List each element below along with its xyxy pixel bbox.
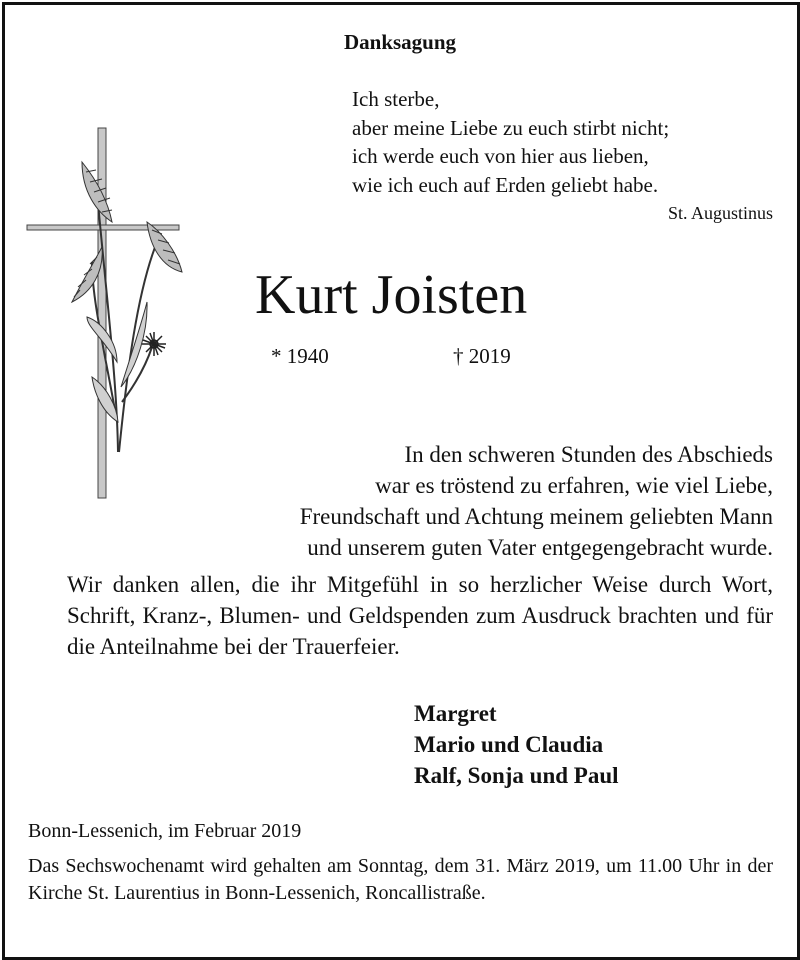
gratitude-paragraph xyxy=(300,439,773,563)
poem-line: wie ich euch auf Erden geliebt habe. xyxy=(352,172,659,197)
family-member: Ralf, Sonja und Paul xyxy=(414,763,619,788)
family-member: Margret xyxy=(414,701,497,726)
poem xyxy=(352,85,669,199)
heading: Danksagung xyxy=(343,30,457,54)
family-signatures xyxy=(414,698,619,791)
poem-line: ich werde euch von hier aus lieben, xyxy=(352,144,649,168)
thanks-paragraph: Wir danken allen, die ihr Mitgefühl in so herzlicher Weise durch Wort, Schrift, Kranz-, Blumen- und Geldspenden zum Ausdruck brachten und für die Anteilnahme bei der Trauerfeier. xyxy=(67,572,773,659)
family-member: Mario und Claudia xyxy=(414,732,604,757)
cross-with-wheat-and-cornflower-icon xyxy=(22,122,187,502)
service-notice: Das Sechswochenamt wird gehalten am Sonntag, dem 31. März 2019, um 11.00 Uhr in der Kirche St. Laurentius in Bonn-Lessenich, Roncallistraße. xyxy=(28,855,773,904)
gratitude-line: Freundschaft und Achtung meinem geliebten Mann xyxy=(299,504,773,529)
place-date: Bonn-Lessenich, im Februar 2019 xyxy=(28,820,302,842)
poem-author: St. Augustinus xyxy=(667,203,773,223)
birth-year: * 1940 xyxy=(271,344,329,368)
deceased-name: Kurt Joisten xyxy=(255,264,528,326)
gratitude-line: war es tröstend zu erfahren, wie viel Liebe, xyxy=(375,473,773,498)
gratitude-line: und unserem guten Vater entgegengebracht wurde. xyxy=(307,535,773,560)
gratitude-line: In den schweren Stunden des Abschieds xyxy=(404,442,773,467)
poem-line: aber meine Liebe zu euch stirbt nicht; xyxy=(352,115,670,140)
poem-line: Ich sterbe, xyxy=(352,87,440,111)
death-year: † 2019 xyxy=(453,344,511,368)
